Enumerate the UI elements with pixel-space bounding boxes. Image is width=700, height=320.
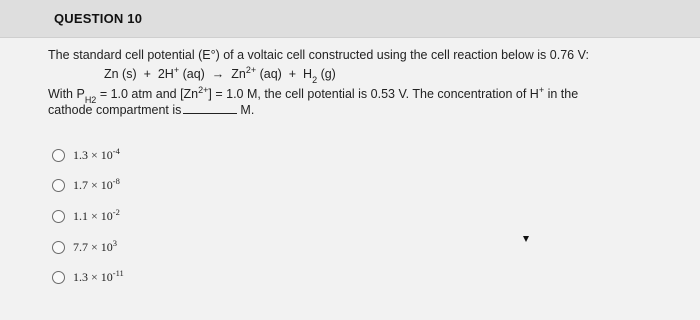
answer-choice-2[interactable] <box>52 178 120 193</box>
product-zn-ion: $Zn^{2+}$ <box>231 64 257 81</box>
reactant-zn: Zn (s) <box>104 67 137 81</box>
radio-button[interactable] <box>52 271 65 284</box>
answer-choice-3[interactable] <box>52 209 120 224</box>
question-header <box>0 0 700 38</box>
choice-label: $7.7 \times 10^3$ <box>73 238 118 254</box>
radio-button[interactable] <box>52 210 65 223</box>
question-title: QUESTION 10 <box>54 11 143 26</box>
reactant-h: 2H+ <box>157 64 180 81</box>
answer-choice-1[interactable] <box>52 148 120 163</box>
reaction-equation <box>104 64 336 85</box>
reactant-h-state: (aq) <box>182 67 205 81</box>
answer-blank <box>183 103 237 114</box>
question-text-line-3: With $P_{H2} = 1.0$ atm and $[Zn^{2+}] = 1.0$ M, the cell potential is 0.53 V. The concentration of H+ in the <box>48 84 579 105</box>
reaction-arrow-icon: → <box>211 67 225 81</box>
radio-button[interactable] <box>52 241 65 254</box>
radio-button[interactable] <box>52 149 65 162</box>
product-zn-state: (aq) <box>259 67 282 81</box>
question-text-line-4: cathode compartment is M. <box>48 103 255 117</box>
question-text-line-1: The standard cell potential (E°) of a voltaic cell constructed using the cell reaction below is 0.76 V: <box>48 48 589 62</box>
choice-label: $1.3 \times 10^{-11}$ <box>73 268 124 284</box>
plus-sign: + <box>143 67 151 81</box>
choice-label: $1.7 \times 10^{-8}$ <box>73 176 120 192</box>
answer-choice-5[interactable] <box>52 270 124 285</box>
choice-label: $1.3 \times 10^{-4}$ <box>73 146 120 162</box>
choice-label: $1.1 \times 10^{-2}$ <box>73 207 120 223</box>
mouse-cursor-icon <box>523 236 529 242</box>
plus-sign: + <box>288 67 297 81</box>
radio-button[interactable] <box>52 179 65 192</box>
product-h2-state: (g) <box>320 67 336 81</box>
answer-choice-4[interactable] <box>52 240 117 255</box>
product-h2: $H_2$ <box>303 67 318 85</box>
